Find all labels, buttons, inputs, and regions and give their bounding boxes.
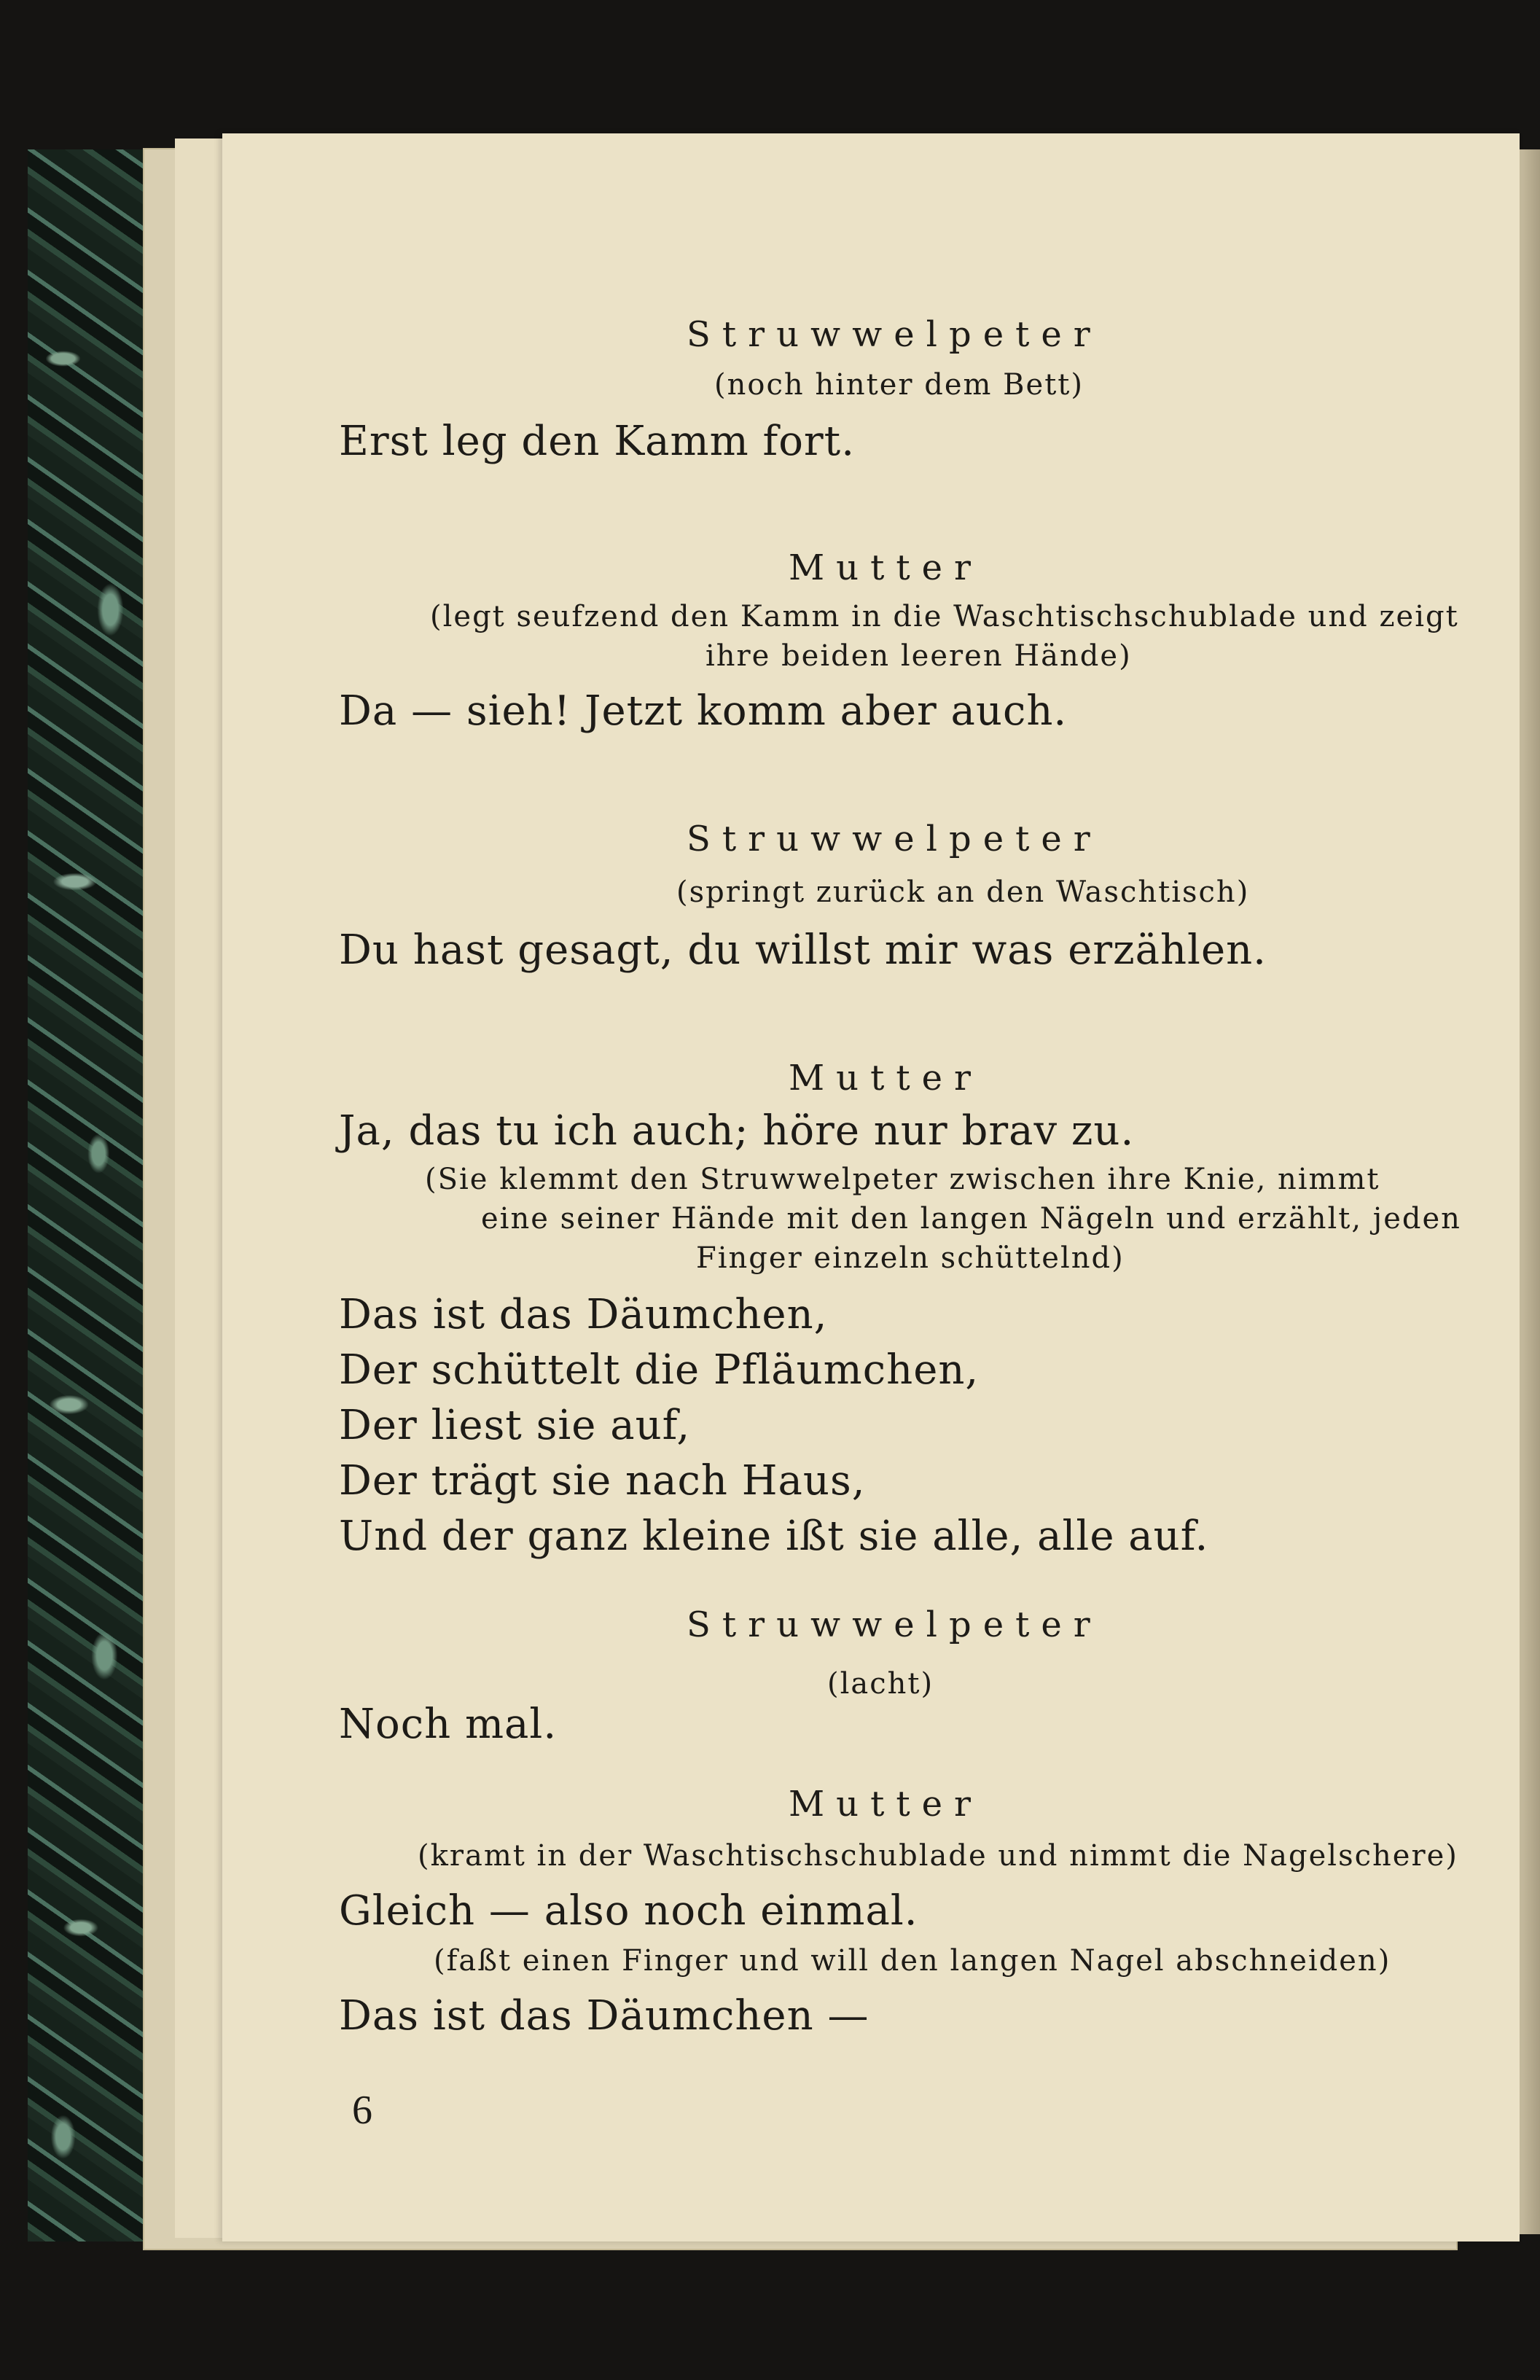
verse-line: Und der ganz kleine ißt sie alle, alle auf. — [339, 1513, 1209, 1560]
verse-line: Der liest sie auf, — [339, 1402, 691, 1449]
stage-direction: eine seiner Hände mit den langen Nägeln und erzählt, jeden — [481, 1202, 1461, 1236]
stage-direction: ihre beiden leeren Hände) — [705, 639, 1132, 673]
dialogue-line: Erst leg den Kamm fort. — [339, 418, 855, 465]
speaker-struwwelpeter: Struwwelpeter — [687, 1604, 1102, 1645]
stage-direction: (noch hinter dem Bett) — [714, 368, 1084, 402]
stage-direction: (springt zurück an den Waschtisch) — [676, 875, 1250, 909]
stage-direction: (kramt in der Waschtischschublade und nimmt die Nagelschere) — [418, 1839, 1458, 1873]
stage-direction: Finger einzeln schüttelnd) — [696, 1241, 1125, 1275]
speaker-mutter: Mutter — [789, 1784, 982, 1825]
stage-direction: (faßt einen Finger und will den langen Nagel abschneiden) — [434, 1944, 1391, 1978]
verse-line: Der trägt sie nach Haus, — [339, 1457, 866, 1505]
dialogue-line: Du hast gesagt, du willst mir was erzählen. — [339, 926, 1267, 974]
dialogue-line: Da — sieh! Jetzt komm aber auch. — [339, 687, 1068, 735]
marbled-book-spine — [28, 149, 146, 2242]
stage-direction: (lacht) — [827, 1667, 934, 1701]
verse-line: Der schüttelt die Pfläumchen, — [339, 1346, 980, 1394]
speaker-struwwelpeter: Struwwelpeter — [687, 819, 1102, 859]
dialogue-line: Noch mal. — [339, 1701, 558, 1748]
speaker-mutter: Mutter — [789, 547, 982, 588]
stage-direction: (legt seufzend den Kamm in die Waschtischschublade und zeigt — [430, 600, 1459, 633]
page-number: 6 — [352, 2088, 372, 2133]
dialogue-line: Ja, das tu ich auch; höre nur brav zu. — [339, 1107, 1135, 1155]
dialogue-line: Gleich — also noch einmal. — [339, 1887, 918, 1935]
book-page — [222, 133, 1520, 2242]
speaker-struwwelpeter: Struwwelpeter — [687, 314, 1102, 355]
verse-line: Das ist das Däumchen, — [339, 1291, 828, 1338]
dialogue-line: Das ist das Däumchen — — [339, 1992, 869, 2040]
stage-direction: (Sie klemmt den Struwwelpeter zwischen ihre Knie, nimmt — [425, 1163, 1380, 1196]
speaker-mutter: Mutter — [789, 1058, 982, 1099]
